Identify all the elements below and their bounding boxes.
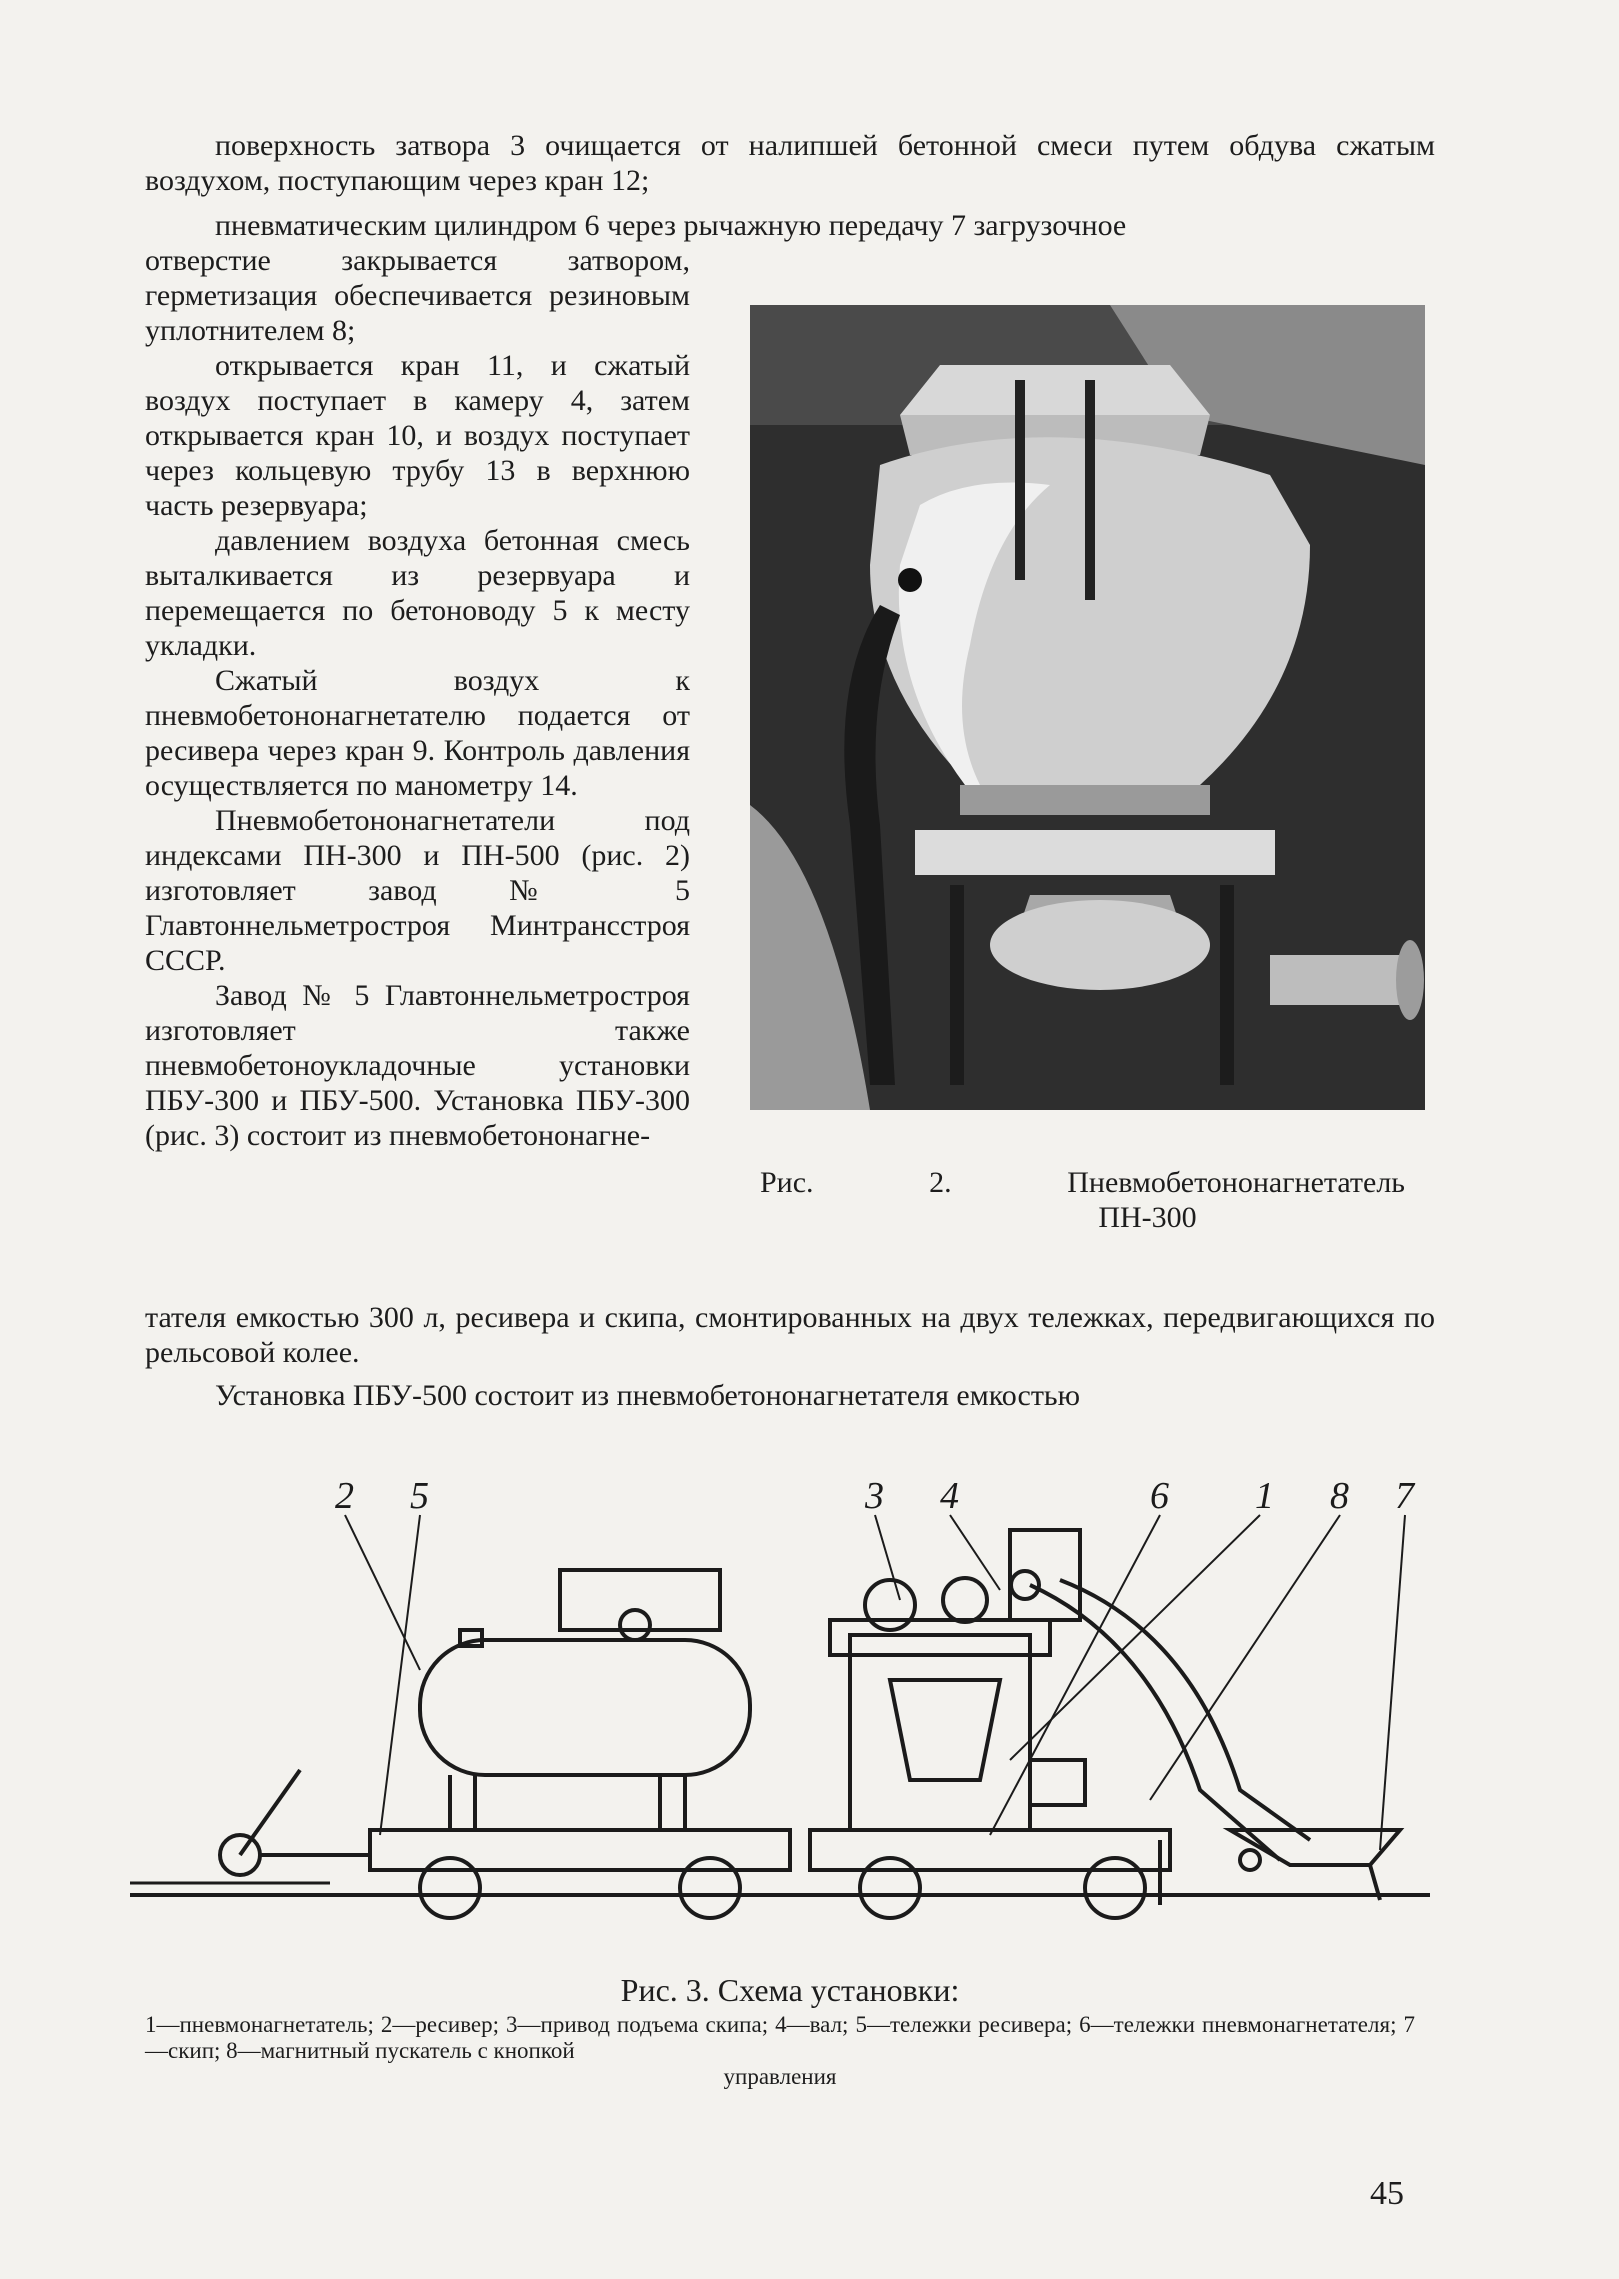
receiver-tank xyxy=(420,1640,750,1775)
paragraph-4: Установка ПБУ-500 состоит из пневмобетононагнетателя емкостью xyxy=(215,1379,1081,1412)
figure-2-caption xyxy=(760,1165,1405,1235)
figure-3-legend xyxy=(145,2012,1415,2090)
wheel-icon xyxy=(860,1858,920,1918)
wheel-icon xyxy=(1085,1858,1145,1918)
skip-drive-icon xyxy=(865,1580,915,1630)
paragraph-2-start: пневматическим цилиндром 6 через рычажную передачу 7 загрузочное xyxy=(215,209,1127,242)
callout-6: 6 xyxy=(1150,1475,1169,1517)
pump-frame xyxy=(850,1635,1030,1830)
callout-3: 3 xyxy=(865,1475,884,1517)
pneumatic-pump-body xyxy=(890,1680,1000,1780)
text-column xyxy=(145,243,690,1153)
magnetic-starter xyxy=(1030,1760,1085,1805)
col-para-5: Пневмобетононагнетатели под индексами ПН-300 и ПН-500 (рис. 2) изготовляет завод № 5 Главтоннельметростроя Минтрансстроя СССР. xyxy=(145,804,690,977)
figure-3-legend-end: управления xyxy=(723,2064,837,2089)
callout-5: 5 xyxy=(410,1475,429,1517)
pneumatic-pump-photo xyxy=(750,305,1425,1110)
callout-4: 4 xyxy=(940,1475,959,1517)
skip-rail xyxy=(1030,1585,1280,1860)
figure-3-scheme xyxy=(130,1460,1450,1970)
col-para-2: открывается кран 11, и сжатый воздух поступает в камеру 4, затем открывается кран 10, и воздух поступает через кольцевую трубу 13 в верхнюю часть резервуара; xyxy=(145,349,690,522)
figure-3-caption: Рис. 3. Схема установки: xyxy=(620,1972,960,2008)
col-para-4: Сжатый воздух к пневмобетононагнетателю подается от ресивера через кран 9. Контроль давления осуществляется по манометру 14. xyxy=(145,664,690,802)
figure-2-photo xyxy=(750,305,1425,1110)
col-para-1: отверстие закрывается затвором, герметизация обеспечивается резиновым уплотнителем 8; xyxy=(145,244,690,347)
paragraph-3: тателя емкостью 300 л, ресивера и скипа, смонтированных на двух тележках, передвигающихся по рельсовой колее. xyxy=(145,1301,1435,1369)
page-number: 45 xyxy=(1370,2175,1404,2212)
col-para-3: давлением воздуха бетонная смесь выталкивается из резервуара и перемещается по бетоноводу 5 к месту укладки. xyxy=(145,524,690,662)
figure-2-title: Пневмобетононагнетатель xyxy=(1067,1166,1405,1199)
figure-2-model: ПН-300 xyxy=(1098,1201,1197,1234)
skip-bucket xyxy=(1230,1830,1400,1865)
figure-2-caption-row xyxy=(760,1165,1405,1200)
callout-2: 2 xyxy=(335,1475,354,1517)
col-para-6: Завод № 5 Главтоннельметростроя изготовляет также пневмобетоноукладочные установки ПБУ-300 и ПБУ-500. Установка ПБУ-300 (рис. 3) состоит из пневмобетононагне- xyxy=(145,979,690,1152)
figure-2-label: Рис. xyxy=(760,1166,814,1199)
wheel-icon xyxy=(680,1858,740,1918)
wheel-icon xyxy=(420,1858,480,1918)
figure-3-legend-text: 1—пневмонагнетатель; 2—ресивер; 3—привод подъема скипа; 4—вал; 5—тележки ресивера; 6—тележки пневмонагнетателя; 7—скип; 8—магнитный пускатель с кнопкой xyxy=(145,2012,1415,2063)
callout-7: 7 xyxy=(1395,1475,1414,1517)
figure-2-number: 2. xyxy=(929,1166,952,1199)
callout-1: 1 xyxy=(1255,1475,1274,1517)
shaft-icon xyxy=(1011,1571,1039,1599)
receiver-top-box xyxy=(560,1570,720,1630)
callout-8: 8 xyxy=(1330,1475,1349,1517)
paragraph-1: поверхность затвора 3 очищается от налипшей бетонной смеси путем обдува сжатым воздухом, поступающим через кран 12; xyxy=(145,129,1435,197)
pump-cart xyxy=(810,1830,1170,1870)
